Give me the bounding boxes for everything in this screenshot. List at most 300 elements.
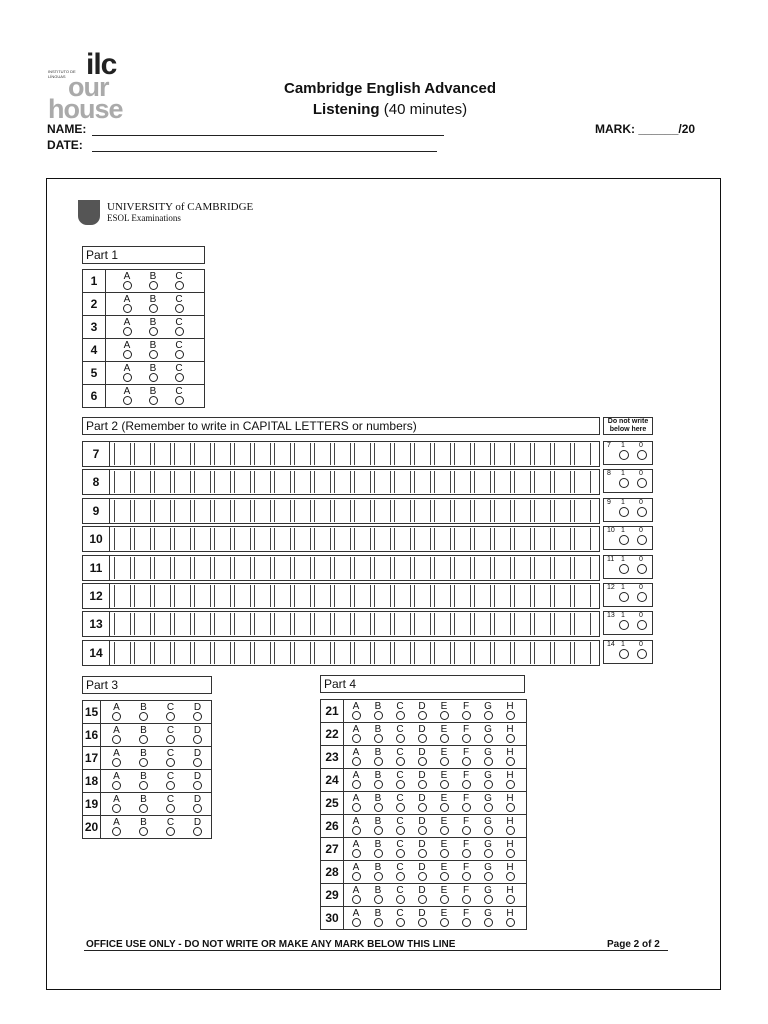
option-e[interactable] bbox=[433, 817, 455, 835]
bubble-icon[interactable] bbox=[374, 872, 383, 881]
bubble-icon[interactable] bbox=[139, 827, 148, 836]
bubble-icon[interactable] bbox=[440, 849, 449, 858]
bubble-icon[interactable] bbox=[418, 757, 427, 766]
option-c[interactable] bbox=[157, 703, 184, 721]
bubble-icon[interactable] bbox=[506, 895, 515, 904]
bubble-icon[interactable] bbox=[637, 564, 647, 574]
letter-box[interactable] bbox=[534, 557, 551, 579]
option-h[interactable] bbox=[499, 748, 521, 766]
option-g[interactable] bbox=[477, 725, 499, 743]
bubble-icon[interactable] bbox=[396, 895, 405, 904]
letter-box[interactable] bbox=[134, 642, 151, 664]
letter-box[interactable] bbox=[474, 613, 491, 635]
option-h[interactable] bbox=[499, 794, 521, 812]
letter-box[interactable] bbox=[414, 443, 431, 465]
letter-box[interactable] bbox=[394, 585, 411, 607]
option-b[interactable] bbox=[367, 794, 389, 812]
bubble-icon[interactable] bbox=[440, 918, 449, 927]
bubble-icon[interactable] bbox=[123, 350, 132, 359]
letter-box[interactable] bbox=[254, 585, 271, 607]
bubble-icon[interactable] bbox=[149, 327, 158, 336]
letter-box[interactable] bbox=[514, 443, 531, 465]
bubble-icon[interactable] bbox=[484, 734, 493, 743]
option-c[interactable] bbox=[157, 726, 184, 744]
bubble-icon[interactable] bbox=[396, 734, 405, 743]
option-c[interactable] bbox=[166, 364, 192, 382]
bubble-icon[interactable] bbox=[374, 780, 383, 789]
bubble-icon[interactable] bbox=[418, 803, 427, 812]
option-c[interactable] bbox=[389, 725, 411, 743]
bubble-icon[interactable] bbox=[418, 826, 427, 835]
option-a[interactable] bbox=[103, 726, 130, 744]
bubble-icon[interactable] bbox=[418, 780, 427, 789]
option-a[interactable] bbox=[103, 749, 130, 767]
letter-box[interactable] bbox=[154, 528, 171, 550]
option-f[interactable] bbox=[455, 817, 477, 835]
option-c[interactable] bbox=[157, 818, 184, 836]
option-a[interactable] bbox=[114, 387, 140, 405]
letter-box[interactable] bbox=[534, 528, 551, 550]
letter-box[interactable] bbox=[354, 613, 371, 635]
option-f[interactable] bbox=[455, 748, 477, 766]
option-g[interactable] bbox=[477, 748, 499, 766]
option-b[interactable] bbox=[140, 364, 166, 382]
letter-box[interactable] bbox=[434, 557, 451, 579]
letter-box[interactable] bbox=[454, 471, 471, 493]
letter-box[interactable] bbox=[354, 642, 371, 664]
option-a[interactable] bbox=[345, 748, 367, 766]
option-f[interactable] bbox=[455, 794, 477, 812]
bubble-icon[interactable] bbox=[619, 535, 629, 545]
bubble-icon[interactable] bbox=[175, 327, 184, 336]
bubble-icon[interactable] bbox=[374, 895, 383, 904]
letter-box[interactable] bbox=[314, 613, 331, 635]
letter-box[interactable] bbox=[554, 471, 571, 493]
option-h[interactable] bbox=[499, 817, 521, 835]
letter-box[interactable] bbox=[154, 557, 171, 579]
letter-box[interactable] bbox=[334, 557, 351, 579]
bubble-icon[interactable] bbox=[352, 803, 361, 812]
bubble-icon[interactable] bbox=[440, 757, 449, 766]
bubble-icon[interactable] bbox=[484, 780, 493, 789]
letter-box[interactable] bbox=[274, 528, 291, 550]
bubble-icon[interactable] bbox=[484, 803, 493, 812]
letter-box[interactable] bbox=[534, 585, 551, 607]
bubble-icon[interactable] bbox=[484, 872, 493, 881]
bubble-icon[interactable] bbox=[374, 918, 383, 927]
letter-box[interactable] bbox=[114, 500, 131, 522]
bubble-icon[interactable] bbox=[637, 649, 647, 659]
bubble-icon[interactable] bbox=[123, 281, 132, 290]
bubble-icon[interactable] bbox=[175, 350, 184, 359]
letter-box[interactable] bbox=[334, 500, 351, 522]
bubble-icon[interactable] bbox=[462, 757, 471, 766]
option-a[interactable] bbox=[114, 318, 140, 336]
bubble-icon[interactable] bbox=[193, 712, 202, 721]
option-c[interactable] bbox=[389, 863, 411, 881]
bubble-icon[interactable] bbox=[619, 478, 629, 488]
letter-box[interactable] bbox=[374, 528, 391, 550]
bubble-icon[interactable] bbox=[112, 781, 121, 790]
letter-box[interactable] bbox=[554, 500, 571, 522]
letter-box[interactable] bbox=[474, 443, 491, 465]
letter-box[interactable] bbox=[174, 642, 191, 664]
letter-box[interactable] bbox=[494, 443, 511, 465]
bubble-icon[interactable] bbox=[166, 827, 175, 836]
bubble-icon[interactable] bbox=[112, 758, 121, 767]
bubble-icon[interactable] bbox=[484, 918, 493, 927]
bubble-icon[interactable] bbox=[484, 757, 493, 766]
bubble-icon[interactable] bbox=[619, 507, 629, 517]
letter-box[interactable] bbox=[314, 443, 331, 465]
bubble-icon[interactable] bbox=[440, 895, 449, 904]
letter-box[interactable] bbox=[314, 528, 331, 550]
option-d[interactable] bbox=[184, 795, 211, 813]
option-a[interactable] bbox=[345, 909, 367, 927]
letter-box[interactable] bbox=[254, 613, 271, 635]
letter-box[interactable] bbox=[274, 471, 291, 493]
name-field[interactable] bbox=[92, 135, 444, 136]
bubble-icon[interactable] bbox=[396, 757, 405, 766]
letter-box[interactable] bbox=[514, 500, 531, 522]
letter-box[interactable] bbox=[534, 443, 551, 465]
option-e[interactable] bbox=[433, 748, 455, 766]
letter-box[interactable] bbox=[574, 613, 591, 635]
letter-box[interactable] bbox=[434, 500, 451, 522]
bubble-icon[interactable] bbox=[123, 304, 132, 313]
option-c[interactable] bbox=[166, 295, 192, 313]
bubble-icon[interactable] bbox=[374, 849, 383, 858]
letter-box[interactable] bbox=[174, 585, 191, 607]
bubble-icon[interactable] bbox=[418, 849, 427, 858]
letter-box[interactable] bbox=[474, 585, 491, 607]
bubble-icon[interactable] bbox=[418, 895, 427, 904]
option-c[interactable] bbox=[157, 795, 184, 813]
bubble-icon[interactable] bbox=[462, 780, 471, 789]
option-g[interactable] bbox=[477, 702, 499, 720]
letter-box[interactable] bbox=[514, 528, 531, 550]
option-g[interactable] bbox=[477, 771, 499, 789]
letter-box[interactable] bbox=[434, 642, 451, 664]
letter-box[interactable] bbox=[494, 528, 511, 550]
bubble-icon[interactable] bbox=[352, 918, 361, 927]
letter-box[interactable] bbox=[394, 443, 411, 465]
bubble-icon[interactable] bbox=[484, 711, 493, 720]
bubble-icon[interactable] bbox=[352, 895, 361, 904]
letter-box[interactable] bbox=[214, 443, 231, 465]
bubble-icon[interactable] bbox=[193, 735, 202, 744]
bubble-icon[interactable] bbox=[139, 781, 148, 790]
letter-box[interactable] bbox=[234, 613, 251, 635]
letter-box[interactable] bbox=[254, 528, 271, 550]
letter-box[interactable] bbox=[474, 528, 491, 550]
option-d[interactable] bbox=[184, 749, 211, 767]
option-c[interactable] bbox=[157, 772, 184, 790]
letter-box[interactable] bbox=[374, 585, 391, 607]
option-b[interactable] bbox=[140, 387, 166, 405]
letter-box[interactable] bbox=[534, 471, 551, 493]
option-h[interactable] bbox=[499, 702, 521, 720]
option-d[interactable] bbox=[411, 748, 433, 766]
option-e[interactable] bbox=[433, 863, 455, 881]
bubble-icon[interactable] bbox=[440, 734, 449, 743]
bubble-icon[interactable] bbox=[352, 780, 361, 789]
option-h[interactable] bbox=[499, 771, 521, 789]
bubble-icon[interactable] bbox=[112, 735, 121, 744]
option-h[interactable] bbox=[499, 863, 521, 881]
bubble-icon[interactable] bbox=[352, 826, 361, 835]
letter-box[interactable] bbox=[454, 528, 471, 550]
letter-box[interactable] bbox=[474, 500, 491, 522]
option-b[interactable] bbox=[130, 749, 157, 767]
letter-box[interactable] bbox=[514, 585, 531, 607]
bubble-icon[interactable] bbox=[352, 711, 361, 720]
bubble-icon[interactable] bbox=[374, 757, 383, 766]
option-e[interactable] bbox=[433, 886, 455, 904]
letter-box[interactable] bbox=[274, 443, 291, 465]
bubble-icon[interactable] bbox=[396, 872, 405, 881]
letter-box[interactable] bbox=[294, 585, 311, 607]
option-f[interactable] bbox=[455, 863, 477, 881]
bubble-icon[interactable] bbox=[374, 711, 383, 720]
bubble-icon[interactable] bbox=[506, 918, 515, 927]
letter-box[interactable] bbox=[574, 528, 591, 550]
option-c[interactable] bbox=[166, 272, 192, 290]
letter-box[interactable] bbox=[574, 585, 591, 607]
bubble-icon[interactable] bbox=[139, 712, 148, 721]
option-d[interactable] bbox=[411, 771, 433, 789]
letter-box[interactable] bbox=[394, 642, 411, 664]
letter-box[interactable] bbox=[494, 557, 511, 579]
letter-box[interactable] bbox=[254, 642, 271, 664]
letter-box[interactable] bbox=[414, 528, 431, 550]
option-d[interactable] bbox=[184, 772, 211, 790]
bubble-icon[interactable] bbox=[149, 373, 158, 382]
bubble-icon[interactable] bbox=[149, 281, 158, 290]
letter-box[interactable] bbox=[434, 528, 451, 550]
bubble-icon[interactable] bbox=[175, 281, 184, 290]
answer-boxes[interactable] bbox=[114, 613, 594, 635]
option-f[interactable] bbox=[455, 886, 477, 904]
letter-box[interactable] bbox=[174, 557, 191, 579]
letter-box[interactable] bbox=[334, 471, 351, 493]
letter-box[interactable] bbox=[274, 613, 291, 635]
option-a[interactable] bbox=[103, 795, 130, 813]
bubble-icon[interactable] bbox=[462, 734, 471, 743]
option-d[interactable] bbox=[411, 909, 433, 927]
letter-box[interactable] bbox=[114, 557, 131, 579]
answer-boxes[interactable] bbox=[114, 585, 594, 607]
option-d[interactable] bbox=[411, 702, 433, 720]
option-b[interactable] bbox=[140, 341, 166, 359]
letter-box[interactable] bbox=[234, 500, 251, 522]
letter-box[interactable] bbox=[374, 642, 391, 664]
letter-box[interactable] bbox=[354, 528, 371, 550]
letter-box[interactable] bbox=[274, 585, 291, 607]
letter-box[interactable] bbox=[194, 500, 211, 522]
bubble-icon[interactable] bbox=[352, 757, 361, 766]
letter-box[interactable] bbox=[554, 557, 571, 579]
option-b[interactable] bbox=[367, 771, 389, 789]
bubble-icon[interactable] bbox=[193, 827, 202, 836]
letter-box[interactable] bbox=[394, 613, 411, 635]
option-g[interactable] bbox=[477, 840, 499, 858]
letter-box[interactable] bbox=[194, 557, 211, 579]
letter-box[interactable] bbox=[334, 613, 351, 635]
letter-box[interactable] bbox=[194, 585, 211, 607]
letter-box[interactable] bbox=[494, 471, 511, 493]
letter-box[interactable] bbox=[254, 443, 271, 465]
option-g[interactable] bbox=[477, 863, 499, 881]
letter-box[interactable] bbox=[194, 613, 211, 635]
letter-box[interactable] bbox=[534, 642, 551, 664]
option-h[interactable] bbox=[499, 725, 521, 743]
bubble-icon[interactable] bbox=[462, 895, 471, 904]
letter-box[interactable] bbox=[294, 613, 311, 635]
bubble-icon[interactable] bbox=[396, 849, 405, 858]
letter-box[interactable] bbox=[474, 471, 491, 493]
option-c[interactable] bbox=[389, 817, 411, 835]
letter-box[interactable] bbox=[214, 642, 231, 664]
option-d[interactable] bbox=[184, 818, 211, 836]
option-a[interactable] bbox=[345, 863, 367, 881]
letter-box[interactable] bbox=[494, 500, 511, 522]
letter-box[interactable] bbox=[394, 557, 411, 579]
bubble-icon[interactable] bbox=[462, 849, 471, 858]
bubble-icon[interactable] bbox=[484, 895, 493, 904]
option-g[interactable] bbox=[477, 886, 499, 904]
bubble-icon[interactable] bbox=[506, 849, 515, 858]
letter-box[interactable] bbox=[154, 471, 171, 493]
letter-box[interactable] bbox=[354, 471, 371, 493]
bubble-icon[interactable] bbox=[418, 734, 427, 743]
option-b[interactable] bbox=[367, 817, 389, 835]
letter-box[interactable] bbox=[414, 557, 431, 579]
letter-box[interactable] bbox=[374, 613, 391, 635]
bubble-icon[interactable] bbox=[352, 849, 361, 858]
option-a[interactable] bbox=[114, 295, 140, 313]
option-a[interactable] bbox=[114, 341, 140, 359]
bubble-icon[interactable] bbox=[396, 918, 405, 927]
letter-box[interactable] bbox=[554, 613, 571, 635]
option-a[interactable] bbox=[345, 771, 367, 789]
option-a[interactable] bbox=[345, 794, 367, 812]
letter-box[interactable] bbox=[174, 500, 191, 522]
letter-box[interactable] bbox=[374, 443, 391, 465]
letter-box[interactable] bbox=[134, 585, 151, 607]
letter-box[interactable] bbox=[214, 471, 231, 493]
bubble-icon[interactable] bbox=[440, 826, 449, 835]
option-h[interactable] bbox=[499, 909, 521, 927]
bubble-icon[interactable] bbox=[149, 304, 158, 313]
letter-box[interactable] bbox=[534, 613, 551, 635]
letter-box[interactable] bbox=[374, 500, 391, 522]
bubble-icon[interactable] bbox=[193, 804, 202, 813]
letter-box[interactable] bbox=[514, 642, 531, 664]
option-d[interactable] bbox=[184, 726, 211, 744]
letter-box[interactable] bbox=[554, 585, 571, 607]
letter-box[interactable] bbox=[274, 557, 291, 579]
letter-box[interactable] bbox=[194, 642, 211, 664]
option-b[interactable] bbox=[367, 909, 389, 927]
option-b[interactable] bbox=[140, 318, 166, 336]
bubble-icon[interactable] bbox=[374, 826, 383, 835]
option-c[interactable] bbox=[166, 341, 192, 359]
letter-box[interactable] bbox=[314, 471, 331, 493]
option-c[interactable] bbox=[166, 387, 192, 405]
letter-box[interactable] bbox=[114, 613, 131, 635]
bubble-icon[interactable] bbox=[506, 872, 515, 881]
letter-box[interactable] bbox=[234, 528, 251, 550]
bubble-icon[interactable] bbox=[637, 535, 647, 545]
option-a[interactable] bbox=[345, 702, 367, 720]
letter-box[interactable] bbox=[314, 642, 331, 664]
answer-boxes[interactable] bbox=[114, 642, 594, 664]
option-a[interactable] bbox=[345, 886, 367, 904]
letter-box[interactable] bbox=[574, 642, 591, 664]
option-e[interactable] bbox=[433, 840, 455, 858]
bubble-icon[interactable] bbox=[396, 803, 405, 812]
letter-box[interactable] bbox=[134, 557, 151, 579]
letter-box[interactable] bbox=[294, 443, 311, 465]
letter-box[interactable] bbox=[354, 500, 371, 522]
bubble-icon[interactable] bbox=[418, 918, 427, 927]
bubble-icon[interactable] bbox=[166, 781, 175, 790]
answer-boxes[interactable] bbox=[114, 500, 594, 522]
bubble-icon[interactable] bbox=[619, 564, 629, 574]
letter-box[interactable] bbox=[334, 642, 351, 664]
letter-box[interactable] bbox=[334, 528, 351, 550]
option-c[interactable] bbox=[389, 886, 411, 904]
bubble-icon[interactable] bbox=[462, 918, 471, 927]
bubble-icon[interactable] bbox=[139, 758, 148, 767]
letter-box[interactable] bbox=[114, 585, 131, 607]
letter-box[interactable] bbox=[134, 443, 151, 465]
bubble-icon[interactable] bbox=[440, 780, 449, 789]
option-c[interactable] bbox=[389, 748, 411, 766]
bubble-icon[interactable] bbox=[637, 507, 647, 517]
letter-box[interactable] bbox=[294, 471, 311, 493]
letter-box[interactable] bbox=[454, 443, 471, 465]
letter-box[interactable] bbox=[394, 500, 411, 522]
letter-box[interactable] bbox=[414, 585, 431, 607]
letter-box[interactable] bbox=[274, 500, 291, 522]
letter-box[interactable] bbox=[174, 471, 191, 493]
bubble-icon[interactable] bbox=[123, 373, 132, 382]
bubble-icon[interactable] bbox=[112, 804, 121, 813]
letter-box[interactable] bbox=[234, 443, 251, 465]
letter-box[interactable] bbox=[114, 642, 131, 664]
bubble-icon[interactable] bbox=[139, 735, 148, 744]
letter-box[interactable] bbox=[414, 642, 431, 664]
bubble-icon[interactable] bbox=[619, 649, 629, 659]
letter-box[interactable] bbox=[134, 528, 151, 550]
letter-box[interactable] bbox=[314, 557, 331, 579]
letter-box[interactable] bbox=[454, 642, 471, 664]
letter-box[interactable] bbox=[354, 443, 371, 465]
answer-boxes[interactable] bbox=[114, 471, 594, 493]
date-field[interactable] bbox=[92, 151, 437, 152]
option-b[interactable] bbox=[130, 818, 157, 836]
option-f[interactable] bbox=[455, 771, 477, 789]
option-d[interactable] bbox=[411, 886, 433, 904]
letter-box[interactable] bbox=[254, 500, 271, 522]
letter-box[interactable] bbox=[194, 471, 211, 493]
option-a[interactable] bbox=[345, 725, 367, 743]
option-c[interactable] bbox=[157, 749, 184, 767]
letter-box[interactable] bbox=[414, 613, 431, 635]
bubble-icon[interactable] bbox=[166, 758, 175, 767]
